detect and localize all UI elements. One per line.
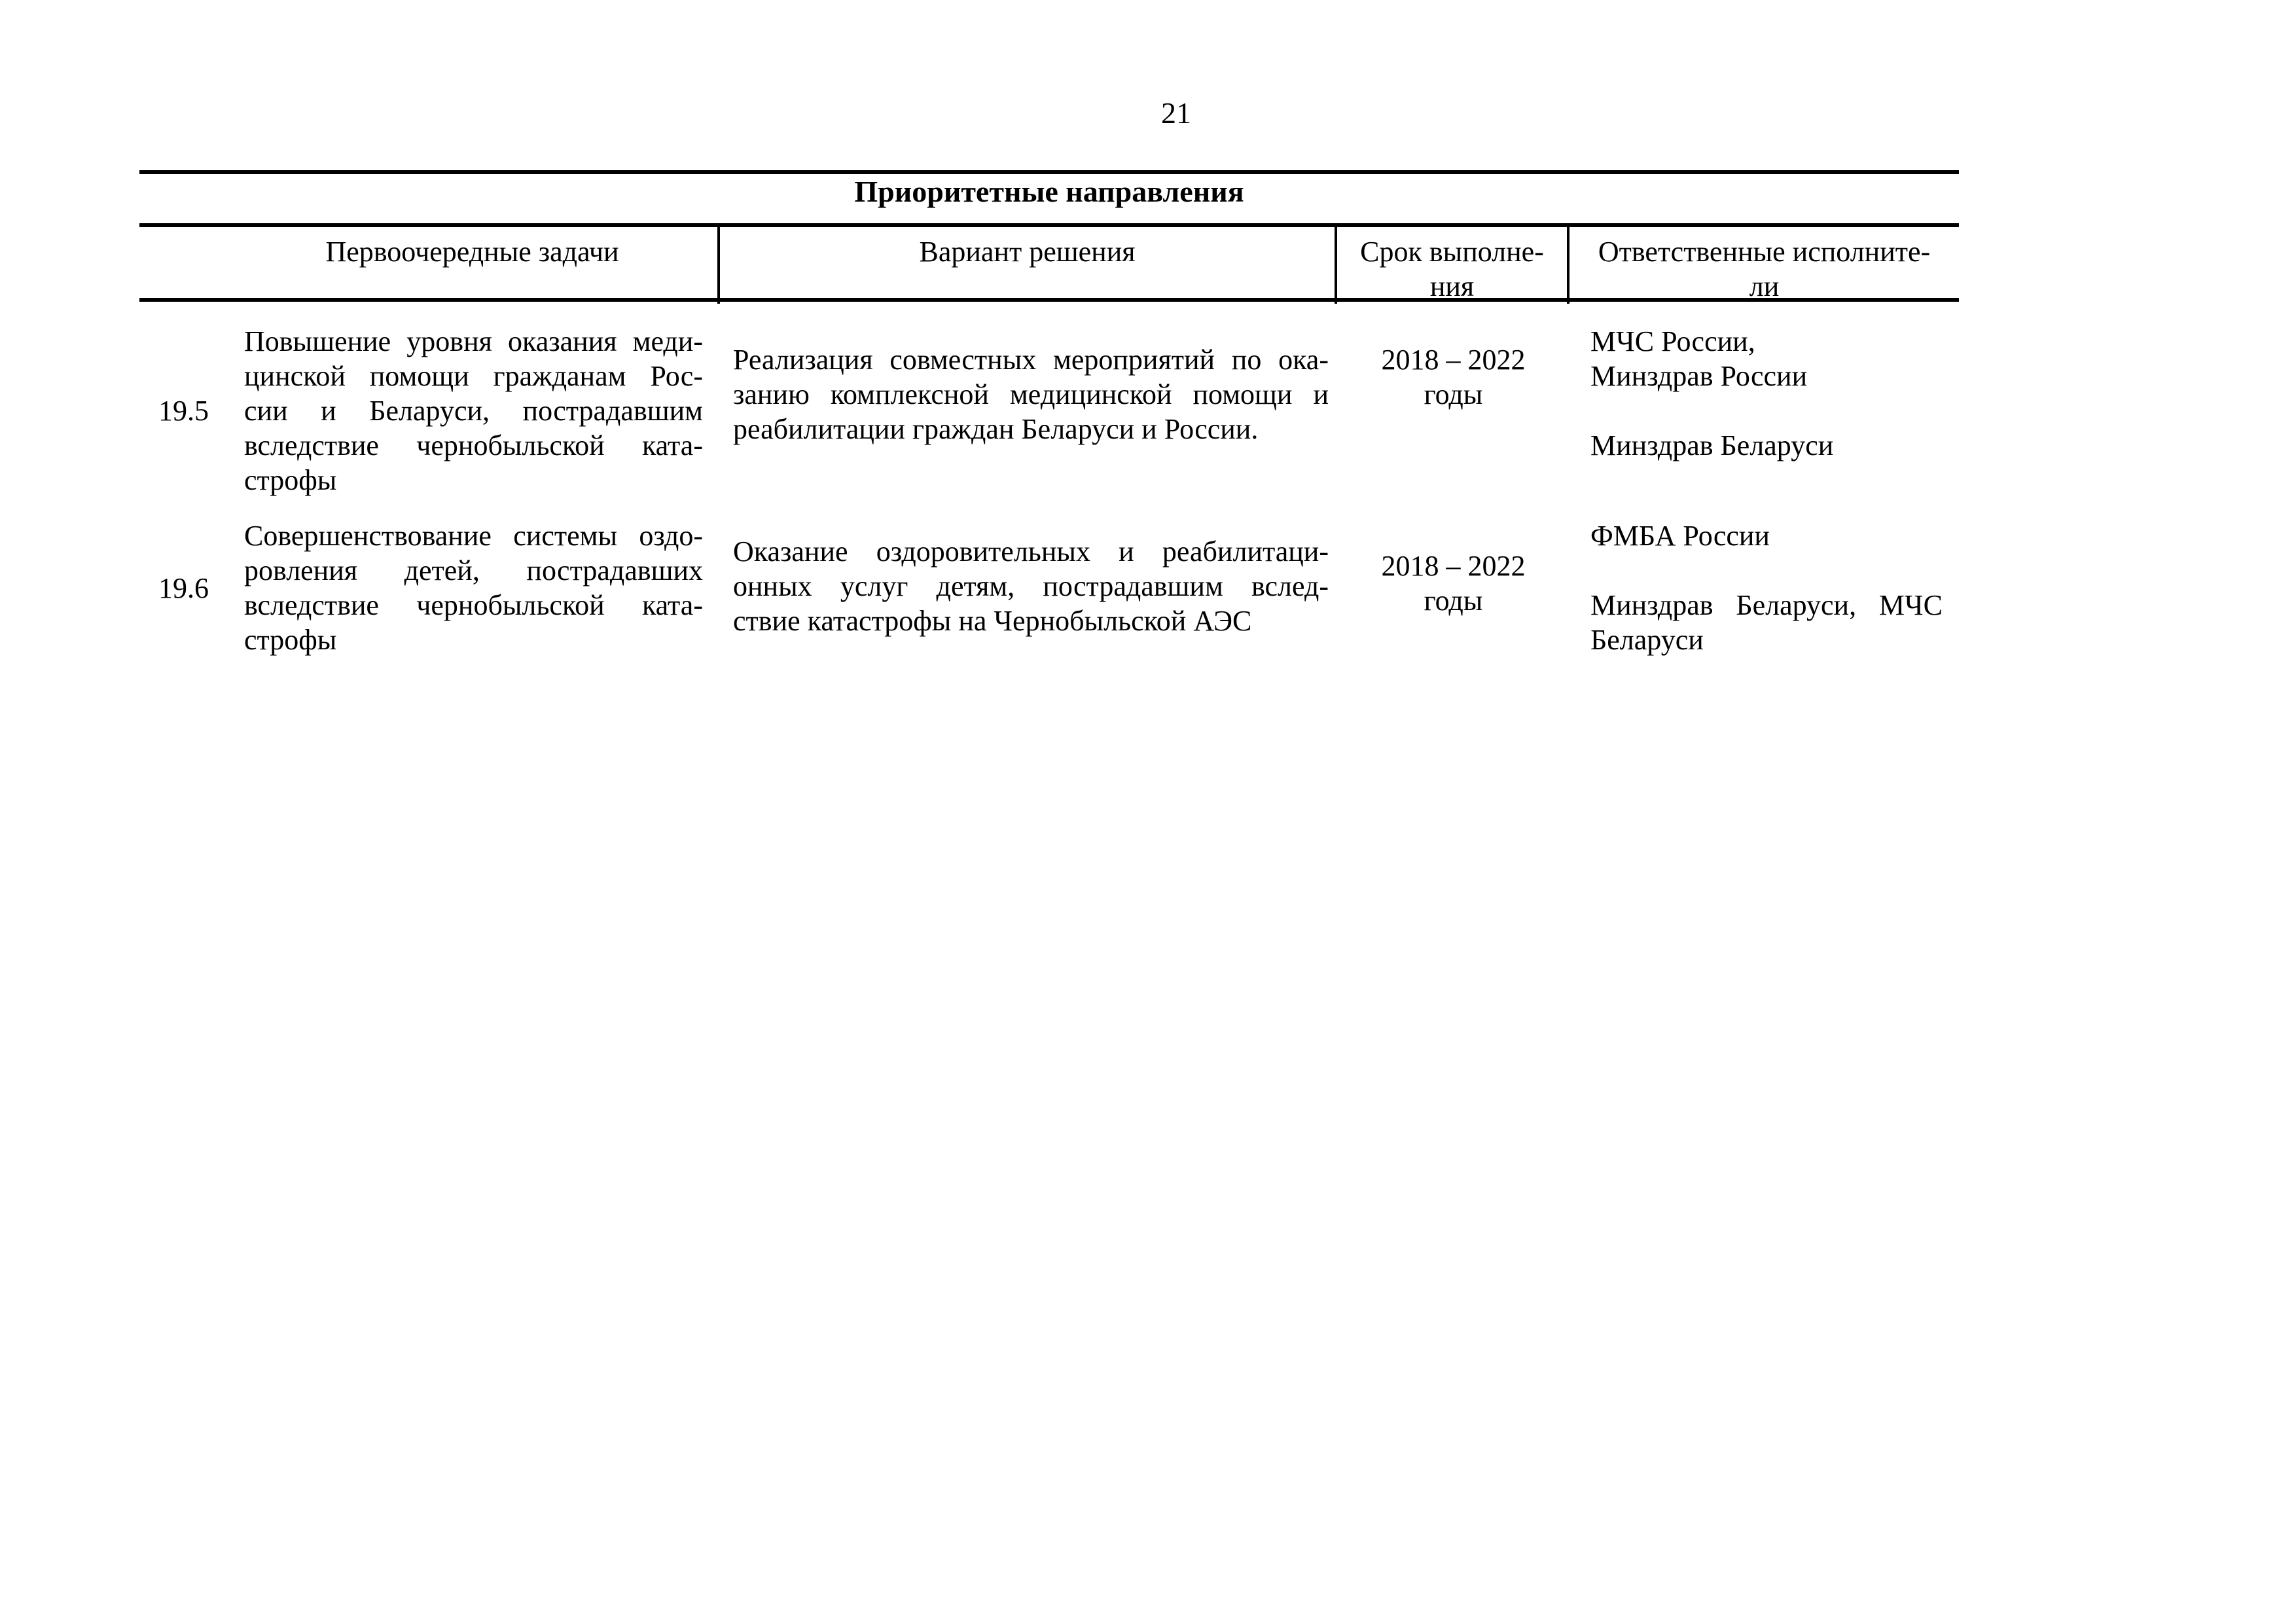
header-cell-responsible	[1570, 227, 1959, 304]
text-line: Совершенствование системы оздо-	[244, 520, 703, 552]
text-line: Беларуси	[1590, 624, 1704, 656]
text-line: строфы	[244, 624, 337, 656]
table-header-row	[139, 223, 1959, 302]
responsible-cell	[1570, 324, 1959, 518]
text-line: ствие катастрофы на Чернобыльской АЭС	[733, 605, 1252, 637]
text-line: вследствие чернобыльской ката-	[244, 429, 703, 461]
page-number: 21	[1161, 96, 1191, 130]
table-row-19-6	[139, 518, 1959, 657]
table-title: Приоритетные направления	[139, 170, 1959, 223]
text-line: Повышение уровня оказания меди-	[244, 325, 703, 357]
deadline-cell	[1337, 324, 1570, 518]
row-number-cell	[139, 518, 244, 657]
row-number: 19.6	[158, 572, 209, 604]
text-line: вследствие чернобыльской ката-	[244, 589, 703, 621]
task-cell	[244, 518, 720, 657]
priorities-table	[139, 170, 1959, 657]
table-row-19-5	[139, 302, 1959, 518]
header-line: ли	[1749, 270, 1780, 302]
text-line: 2018 – 2022	[1381, 550, 1526, 582]
text-line	[1590, 553, 1943, 588]
text-line: Минздрав Беларуси	[1590, 429, 1834, 461]
text-line: ровления детей, пострадавших	[244, 554, 703, 586]
text-line: сии и Беларуси, пострадавшим	[244, 395, 703, 427]
responsible-cell	[1570, 518, 1959, 657]
text-line: Минздрав России	[1590, 360, 1808, 392]
text-line: МЧС России,	[1590, 325, 1755, 357]
text-line: годы	[1424, 378, 1483, 410]
header-line: Срок выполне-	[1360, 236, 1544, 268]
text-line: Реализация совместных мероприятий по ока-	[733, 344, 1329, 376]
header-cell-solution-variant	[720, 227, 1337, 304]
text-line: цинской помощи гражданам Рос-	[244, 360, 703, 392]
header-cell-priority-tasks	[139, 227, 720, 304]
text-line: ФМБА России	[1590, 520, 1770, 552]
text-line: Оказание оздоровительных и реабилитаци-	[733, 535, 1329, 568]
text-line	[1590, 393, 1943, 428]
task-cell	[244, 324, 720, 518]
text-line: годы	[1424, 585, 1483, 617]
row-number-cell	[139, 324, 244, 518]
text-line: занию комплексной медицинской помощи и	[733, 378, 1329, 410]
row-number: 19.5	[158, 395, 209, 427]
text-line: Минздрав Беларуси, МЧС	[1590, 589, 1943, 621]
text-line: онных услуг детям, пострадавшим вслед-	[733, 570, 1329, 602]
text-line: 2018 – 2022	[1381, 344, 1526, 376]
header-line: ния	[1429, 270, 1475, 302]
solution-cell	[720, 518, 1337, 657]
text-line: реабилитации граждан Беларуси и России.	[733, 413, 1259, 445]
header-line: Ответственные исполните-	[1598, 236, 1931, 268]
header-line: Первоочередные задачи	[325, 236, 619, 268]
header-cell-deadline	[1337, 227, 1570, 304]
text-line: строфы	[244, 464, 337, 496]
solution-cell	[720, 324, 1337, 518]
header-line: Вариант решения	[919, 236, 1136, 268]
deadline-cell	[1337, 518, 1570, 657]
